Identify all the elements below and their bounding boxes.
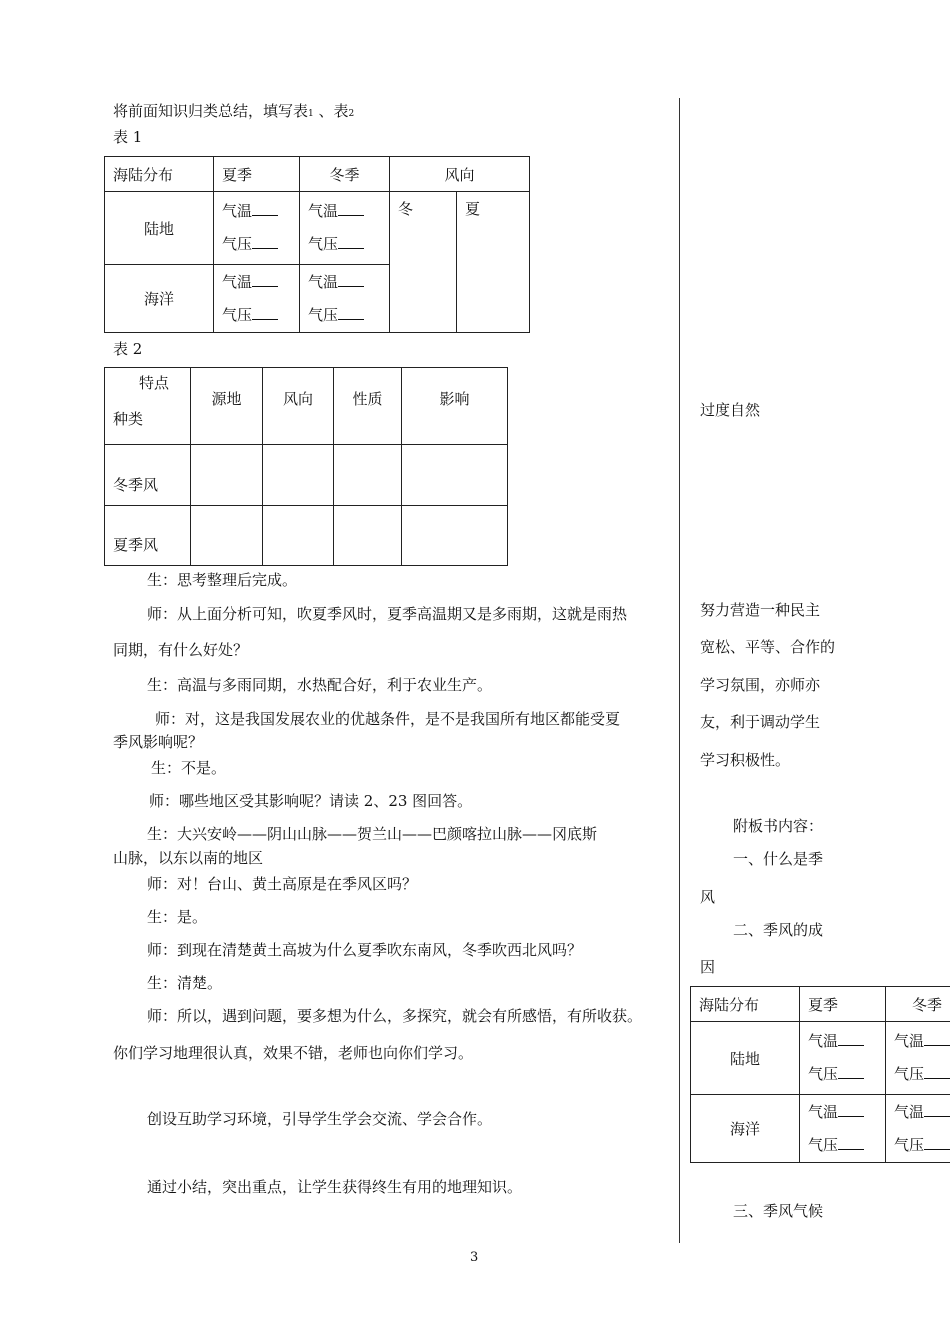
dialogue-line: 同期，有什么好处？ [113, 641, 249, 659]
table1-ocean-winter: 气温 气压 [300, 265, 390, 333]
board-mini-table: 海陆分布 夏季 冬季 陆地 气温 气压 气温 气压 海洋 气温 气压 气温 气压 [690, 986, 950, 1163]
board-item: 二、季风的成 [733, 921, 824, 939]
mini-header-land-sea: 海陆分布 [691, 987, 800, 1022]
table1 [104, 156, 530, 333]
mini-header-winter: 冬季 [886, 987, 950, 1022]
table2-header-nature: 性质 [334, 368, 402, 445]
table2 [104, 367, 508, 566]
side-atmosphere-line: 努力营造一种民主 [700, 601, 821, 619]
table1-header-winter: 冬季 [300, 157, 390, 192]
table2-header-direction: 风向 [263, 368, 334, 445]
table1-header-wind: 风向 [390, 157, 530, 192]
side-transition-note: 过度自然 [700, 401, 761, 419]
side-atmosphere-line: 学习积极性。 [700, 751, 791, 769]
table2-corner: 特点 种类 [105, 368, 191, 445]
dialogue-line: 季风影响呢？ [113, 733, 204, 751]
dialogue-line: 山脉，以东以南的地区 [113, 849, 264, 867]
teaching-note: 创设互助学习环境，引导学生学会交流、学会合作。 [147, 1110, 493, 1128]
table2-header-source: 源地 [191, 368, 263, 445]
dialogue-line: 师：所以，遇到问题，要多想为什么，多探究，就会有所感悟，有所收获。 [147, 1007, 643, 1025]
table1-land-summer: 气温 气压 [214, 192, 300, 265]
dialogue-line: 师：从上面分析可知，吹夏季风时，夏季高温期又是多雨期，这就是雨热 [147, 605, 628, 623]
table2-caption: 表 2 [113, 340, 143, 358]
board-title: 附板书内容： [733, 817, 824, 835]
mini-row-land: 陆地 [691, 1022, 800, 1095]
table2-row-winter-monsoon: 冬季风 [105, 445, 191, 506]
board-mini-table-wrap [690, 986, 950, 1166]
table1-row-land: 陆地 [105, 192, 214, 265]
dialogue-line: 师：哪些地区受其影响呢？请读 2、23 图回答。 [149, 792, 473, 810]
side-atmosphere-line: 宽松、平等、合作的 [700, 638, 836, 656]
dialogue-line: 师：对，这是我国发展农业的优越条件，是不是我国所有地区都能受夏 [155, 710, 621, 728]
table1-header-summer: 夏季 [214, 157, 300, 192]
mini-row-ocean: 海洋 [691, 1095, 800, 1163]
dialogue-line: 生：大兴安岭——阴山山脉——贺兰山——巴颜喀拉山脉——冈底斯 [147, 825, 598, 843]
dialogue-line: 生：不是。 [151, 759, 227, 777]
dialogue-line: 师：对！台山、黄土高原是在季风区吗？ [147, 875, 418, 893]
table1-row-ocean: 海洋 [105, 265, 214, 333]
dialogue-line: 生：高温与多雨同期，水热配合好，利于农业生产。 [147, 676, 493, 694]
dialogue-line: 生：思考整理后完成。 [147, 571, 298, 589]
table1-ocean-summer: 气温 气压 [214, 265, 300, 333]
side-atmosphere-line: 友，利于调动学生 [700, 713, 821, 731]
dialogue-line: 生：清楚。 [147, 974, 223, 992]
board-item: 三、季风气候 [733, 1202, 824, 1220]
table1-wind-winter: 冬 [390, 192, 457, 333]
board-item: 因 [700, 958, 716, 976]
table1-header-land-sea: 海陆分布 [105, 157, 214, 192]
dialogue-line: 师：到现在清楚黄土高坡为什么夏季吹东南风，冬季吹西北风吗？ [147, 941, 583, 959]
page-number: 3 [470, 1250, 479, 1265]
table2-row-summer-monsoon: 夏季风 [105, 506, 191, 566]
table2-header-impact: 影响 [402, 368, 508, 445]
teaching-note: 通过小结，突出重点，让学生获得终生有用的地理知识。 [147, 1178, 523, 1196]
board-item: 一、什么是季 [733, 850, 824, 868]
dialogue-line: 生：是。 [147, 908, 208, 926]
column-divider [679, 98, 680, 1243]
side-atmosphere-line: 学习氛围，亦师亦 [700, 676, 821, 694]
table1-land-winter: 气温 气压 [300, 192, 390, 265]
table1-wind-summer: 夏 [457, 192, 530, 333]
table1-caption: 表 1 [113, 128, 143, 146]
dialogue-line: 你们学习地理很认真，效果不错，老师也向你们学习。 [113, 1044, 474, 1062]
mini-header-summer: 夏季 [800, 987, 886, 1022]
board-item: 风 [700, 888, 716, 906]
intro-line: 将前面知识归类总结，填写表1 、表2 [113, 102, 355, 120]
